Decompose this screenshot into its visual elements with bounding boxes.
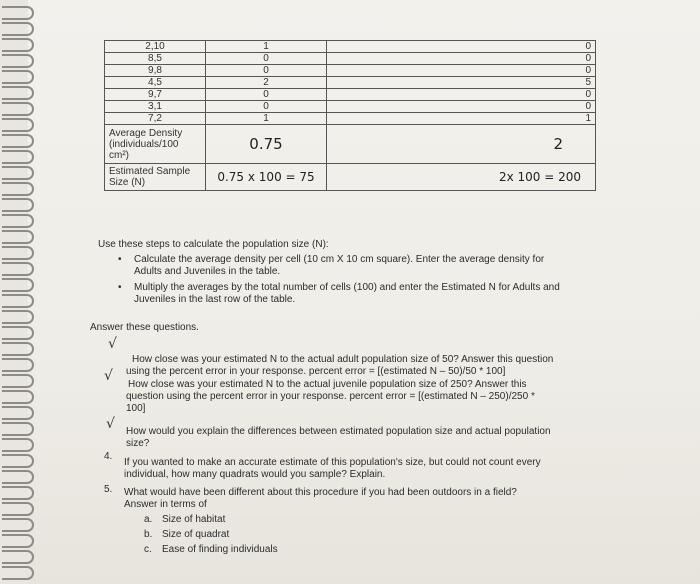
question-5-line-2: Answer in terms of bbox=[124, 499, 207, 510]
question-2-line-2: question using the percent error in your response. percent error = [(estimated N – 250)/250 * bbox=[126, 391, 535, 402]
cell-coordinate: 4,5 bbox=[105, 77, 206, 89]
sub-item-b: Size of quadrat bbox=[162, 529, 230, 540]
cell-adults: 1 bbox=[206, 41, 327, 53]
estimated-size-adults: 0.75 x 100 = 75 bbox=[206, 164, 327, 191]
sub-item-a: Size of habitat bbox=[162, 514, 226, 525]
table-row bbox=[105, 77, 596, 89]
question-3-line-1: How would you explain the differences between estimated population size and actual population bbox=[126, 426, 551, 437]
cell-coordinate: 7,2 bbox=[105, 113, 206, 125]
steps-intro: Use these steps to calculate the population size (N): bbox=[98, 239, 329, 250]
cell-adults: 2 bbox=[206, 77, 327, 89]
spiral-binding bbox=[0, 0, 36, 584]
question-1-line-1: How close was your estimated N to the actual adult population size of 50? Answer this question bbox=[132, 354, 554, 365]
table-row bbox=[105, 41, 596, 53]
estimated-size-row bbox=[105, 164, 596, 191]
step-2-line-1: Multiply the averages by the total number of cells (100) and enter the Estimated N for Adults and bbox=[134, 282, 560, 293]
table-row bbox=[105, 101, 596, 113]
handwritten-check-icon: √ bbox=[108, 336, 117, 352]
cell-juveniles: 0 bbox=[327, 41, 596, 53]
cell-juveniles: 0 bbox=[327, 53, 596, 65]
table-row bbox=[105, 89, 596, 101]
sub-item-c-letter: c. bbox=[144, 544, 152, 555]
estimated-size-juveniles: 2x 100 = 200 bbox=[327, 164, 596, 191]
cell-coordinate: 9,7 bbox=[105, 89, 206, 101]
density-table bbox=[104, 40, 596, 191]
question-2-line-3: 100] bbox=[126, 403, 146, 414]
cell-coordinate: 9,8 bbox=[105, 65, 206, 77]
cell-coordinate: 3,1 bbox=[105, 101, 206, 113]
handwritten-check-icon: √ bbox=[106, 416, 115, 432]
estimated-size-label: Estimated Sample Size (N) bbox=[105, 164, 206, 191]
cell-juveniles: 0 bbox=[327, 89, 596, 101]
question-5-line-1: What would have been different about this procedure if you had been outdoors in a field? bbox=[124, 487, 517, 498]
table-row bbox=[105, 113, 596, 125]
step-2-line-2: Juveniles in the last row of the table. bbox=[134, 294, 296, 305]
table-row bbox=[105, 53, 596, 65]
question-1-line-2: using the percent error in your response. percent error = [(estimated N – 50)/50 * 100] bbox=[126, 366, 506, 377]
cell-juveniles: 1 bbox=[327, 113, 596, 125]
cell-adults: 0 bbox=[206, 89, 327, 101]
step-1-line-2: Adults and Juveniles in the table. bbox=[134, 266, 281, 277]
sub-item-c: Ease of finding individuals bbox=[162, 544, 278, 555]
cell-adults: 1 bbox=[206, 113, 327, 125]
average-density-row bbox=[105, 125, 596, 164]
cell-juveniles: 0 bbox=[327, 101, 596, 113]
question-4-number: 4. bbox=[104, 451, 113, 462]
cell-coordinate: 8,5 bbox=[105, 53, 206, 65]
cell-adults: 0 bbox=[206, 101, 327, 113]
table-row bbox=[105, 65, 596, 77]
average-density-label: Average Density (individuals/100 cm²) bbox=[105, 125, 206, 164]
average-density-juveniles: 2 bbox=[327, 125, 596, 164]
question-5-number: 5. bbox=[104, 484, 113, 495]
cell-adults: 0 bbox=[206, 65, 327, 77]
cell-adults: 0 bbox=[206, 53, 327, 65]
bullet-icon: • bbox=[118, 282, 122, 293]
average-density-adults: 0.75 bbox=[206, 125, 327, 164]
question-4-line-1: If you wanted to make an accurate estimate of this population's size, but could not count every bbox=[124, 457, 541, 468]
sub-item-a-letter: a. bbox=[144, 514, 153, 525]
bullet-icon: • bbox=[118, 254, 122, 265]
cell-coordinate: 2,10 bbox=[105, 41, 206, 53]
cell-juveniles: 0 bbox=[327, 65, 596, 77]
question-4-line-2: individual, how many quadrats would you sample? Explain. bbox=[124, 469, 386, 480]
question-2-line-1: How close was your estimated N to the actual juvenile population size of 250? Answer this bbox=[128, 379, 527, 390]
handwritten-check-icon: √ bbox=[104, 368, 113, 384]
cell-juveniles: 5 bbox=[327, 77, 596, 89]
sub-item-b-letter: b. bbox=[144, 529, 153, 540]
step-1-line-1: Calculate the average density per cell (10 cm X 10 cm square). Enter the average density for bbox=[134, 254, 545, 265]
questions-heading: Answer these questions. bbox=[90, 322, 199, 333]
question-3-line-2: size? bbox=[126, 438, 150, 449]
